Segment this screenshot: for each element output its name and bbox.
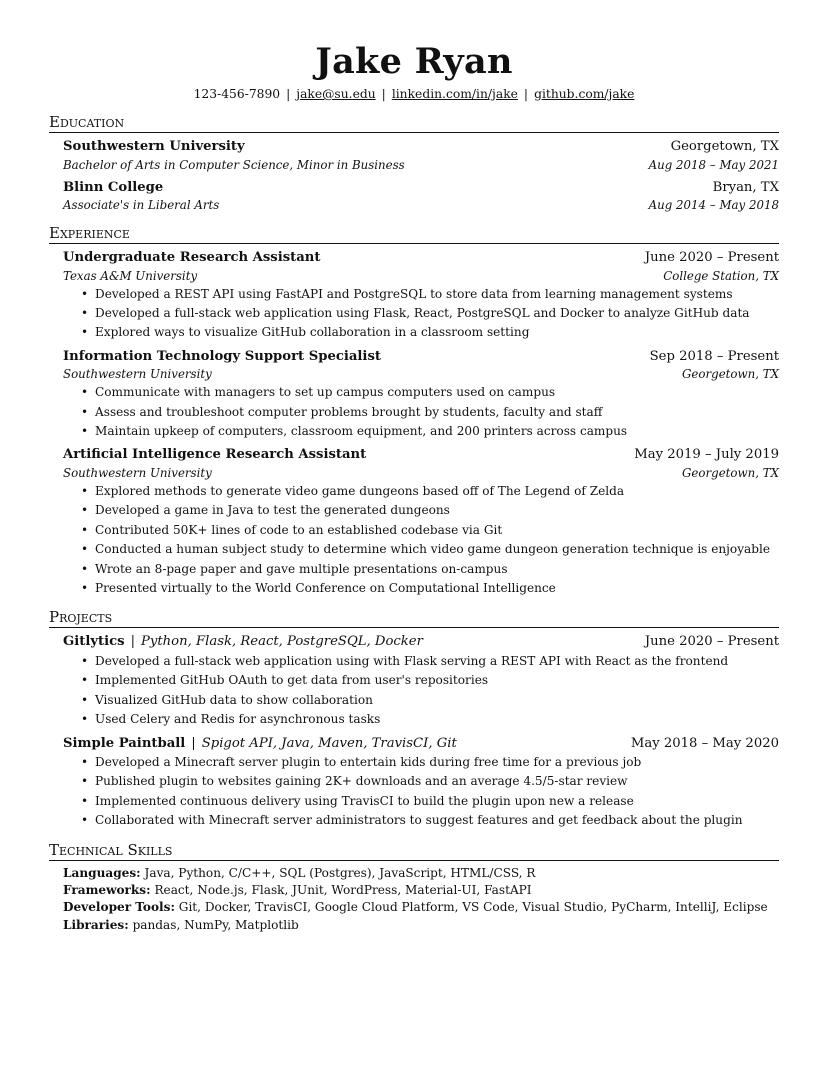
education-entry: [63, 137, 779, 174]
experience-entry: [63, 248, 779, 343]
entry-subheader: [63, 465, 779, 482]
skill-category: Frameworks:: [63, 883, 151, 898]
bullet-item: • Presented virtually to the World Conference on Computational Intelligence: [81, 579, 779, 598]
entry-header: [63, 178, 779, 198]
skills-list: [49, 865, 779, 935]
school-location: Bryan, TX: [712, 179, 779, 195]
bullet-item: • Used Celery and Redis for asynchronous tasks: [81, 710, 779, 729]
employer: Texas A&M University: [63, 268, 198, 283]
contact-separator: |: [381, 87, 386, 101]
bullet-item: • Developed a game in Java to test the generated dungeons: [81, 501, 779, 520]
entry-subheader: [63, 366, 779, 383]
project-dates: June 2020 – Present: [644, 634, 779, 650]
skill-values: Java, Python, C/C++, SQL (Postgres), JavaScript, HTML/CSS, R: [144, 865, 536, 880]
entry-header: [63, 632, 779, 652]
skill-category: Developer Tools:: [63, 900, 175, 915]
job-dates: June 2020 – Present: [644, 250, 779, 265]
education-dates: Aug 2014 – May 2018: [648, 198, 779, 212]
section-heading: Projects: [49, 608, 779, 628]
bullet-item: • Developed a Minecraft server plugin to entertain kids during free time for a previous job: [81, 753, 779, 772]
bullet-item: • Developed a full-stack web application using with Flask serving a REST API with React as the frontend: [81, 652, 779, 671]
job-location: Georgetown, TX: [682, 465, 779, 480]
skill-values: Git, Docker, TravisCI, Google Cloud Platform, VS Code, Visual Studio, PyCharm, IntelliJ, Eclipse: [178, 900, 768, 915]
job-dates: May 2019 – July 2019: [634, 447, 779, 463]
bullet-item: • Explored ways to visualize GitHub collaboration in a classroom setting: [81, 323, 779, 342]
employer: Southwestern University: [63, 465, 212, 480]
education-dates: Aug 2018 – May 2021: [648, 157, 779, 172]
job-title: Undergraduate Research Assistant: [63, 250, 321, 265]
experience-entry: [63, 347, 779, 442]
candidate-name: Jake Ryan: [315, 41, 513, 82]
entry-header: [63, 347, 779, 367]
email-link[interactable]: jake@su.edu: [296, 87, 376, 101]
contact-line: [49, 85, 779, 103]
skill-line: [63, 917, 779, 934]
projects-section: [49, 608, 779, 830]
bullet-item: • Contributed 50K+ lines of code to an established codebase via Git: [81, 521, 779, 540]
employer: Southwestern University: [63, 367, 212, 382]
skill-line: [63, 899, 779, 916]
degree: Bachelor of Arts in Computer Science, Minor in Business: [63, 157, 405, 172]
job-title: Information Technology Support Specialist: [63, 348, 381, 364]
bullet-item: • Assess and troubleshoot computer problems brought by students, faculty and staff: [81, 403, 779, 422]
entry-header: [63, 445, 779, 465]
job-dates: Sep 2018 – Present: [649, 348, 779, 364]
skill-line: [63, 882, 779, 899]
bullet-item: • Conducted a human subject study to determine which video game dungeon generation technique is enjoyable: [81, 540, 779, 559]
entry-subheader: [63, 268, 779, 285]
bullet-item: • Communicate with managers to set up campus computers used on campus: [81, 383, 779, 402]
entry-subheader: [63, 157, 779, 174]
bullet-item: • Developed a full-stack web application using Flask, React, PostgreSQL and Docker to analyze GitHub data: [81, 304, 779, 323]
bullet-list: [63, 285, 779, 343]
project-separator: |: [130, 634, 136, 650]
bullet-list: [63, 652, 779, 730]
project-title: [63, 734, 457, 754]
section-heading: Education: [49, 113, 779, 133]
resume-header: [49, 40, 779, 103]
bullet-item: • Maintain upkeep of computers, classroom equipment, and 200 printers across campus: [81, 422, 779, 441]
experience-entry: [63, 445, 779, 598]
bullet-list: [63, 482, 779, 598]
contact-separator: |: [286, 87, 291, 101]
skill-values: pandas, NumPy, Matplotlib: [132, 917, 299, 932]
linkedin-link[interactable]: linkedin.com/in/jake: [391, 87, 518, 101]
project-dates: May 2018 – May 2020: [630, 735, 779, 751]
project-tech-stack: Python, Flask, React, PostgreSQL, Docker: [141, 634, 423, 650]
skill-category: Languages:: [63, 865, 141, 880]
bullet-item: • Visualized GitHub data to show collaboration: [81, 691, 779, 710]
entry-header: [63, 734, 779, 754]
phone-number: 123-456-7890: [193, 87, 281, 101]
education-section: [49, 113, 779, 214]
job-location: College Station, TX: [663, 268, 779, 283]
project-entry: [63, 632, 779, 729]
project-name: Gitlytics: [63, 634, 125, 650]
entry-header: [63, 248, 779, 268]
project-title: [63, 632, 423, 652]
skill-line: [63, 865, 779, 882]
experience-entries: [49, 248, 779, 598]
job-location: Georgetown, TX: [682, 367, 779, 382]
bullet-item: • Implemented continuous delivery using TravisCI to build the plugin upon new a release: [81, 792, 779, 811]
degree: Associate's in Liberal Arts: [63, 198, 220, 212]
bullet-list: [63, 383, 779, 441]
education-entries: [49, 137, 779, 214]
section-heading: Experience: [49, 224, 779, 244]
entry-subheader: [63, 197, 779, 214]
project-tech-stack: Spigot API, Java, Maven, TravisCI, Git: [201, 735, 457, 751]
skill-values: React, Node.js, Flask, JUnit, WordPress, Material-UI, FastAPI: [154, 883, 532, 898]
bullet-item: • Collaborated with Minecraft server administrators to suggest features and get feedback about the plugin: [81, 811, 779, 830]
bullet-list: [63, 753, 779, 831]
resume-page: [49, 40, 779, 934]
school-name: Southwestern University: [63, 139, 245, 154]
job-title: Artificial Intelligence Research Assistant: [63, 447, 367, 463]
school-name: Blinn College: [63, 179, 164, 195]
entry-header: [63, 137, 779, 157]
bullet-item: • Developed a REST API using FastAPI and PostgreSQL to store data from learning management systems: [81, 285, 779, 304]
project-separator: |: [191, 735, 196, 751]
skills-section: [49, 841, 779, 935]
education-entry: [63, 178, 779, 215]
bullet-item: • Implemented GitHub OAuth to get data from user's repositories: [81, 671, 779, 690]
github-link[interactable]: github.com/jake: [534, 87, 635, 101]
experience-section: [49, 224, 779, 598]
bullet-item: • Wrote an 8-page paper and gave multiple presentations on-campus: [81, 560, 779, 579]
bullet-item: • Explored methods to generate video game dungeons based off of The Legend of Zelda: [81, 482, 779, 501]
project-name: Simple Paintball: [63, 735, 186, 751]
section-heading: Technical Skills: [49, 841, 779, 861]
bullet-item: • Published plugin to websites gaining 2K+ downloads and an average 4.5/5-star review: [81, 772, 779, 791]
contact-separator: |: [523, 87, 529, 101]
skill-category: Libraries:: [63, 917, 129, 932]
school-location: Georgetown, TX: [670, 139, 779, 154]
project-entries: [49, 632, 779, 830]
project-entry: [63, 734, 779, 831]
